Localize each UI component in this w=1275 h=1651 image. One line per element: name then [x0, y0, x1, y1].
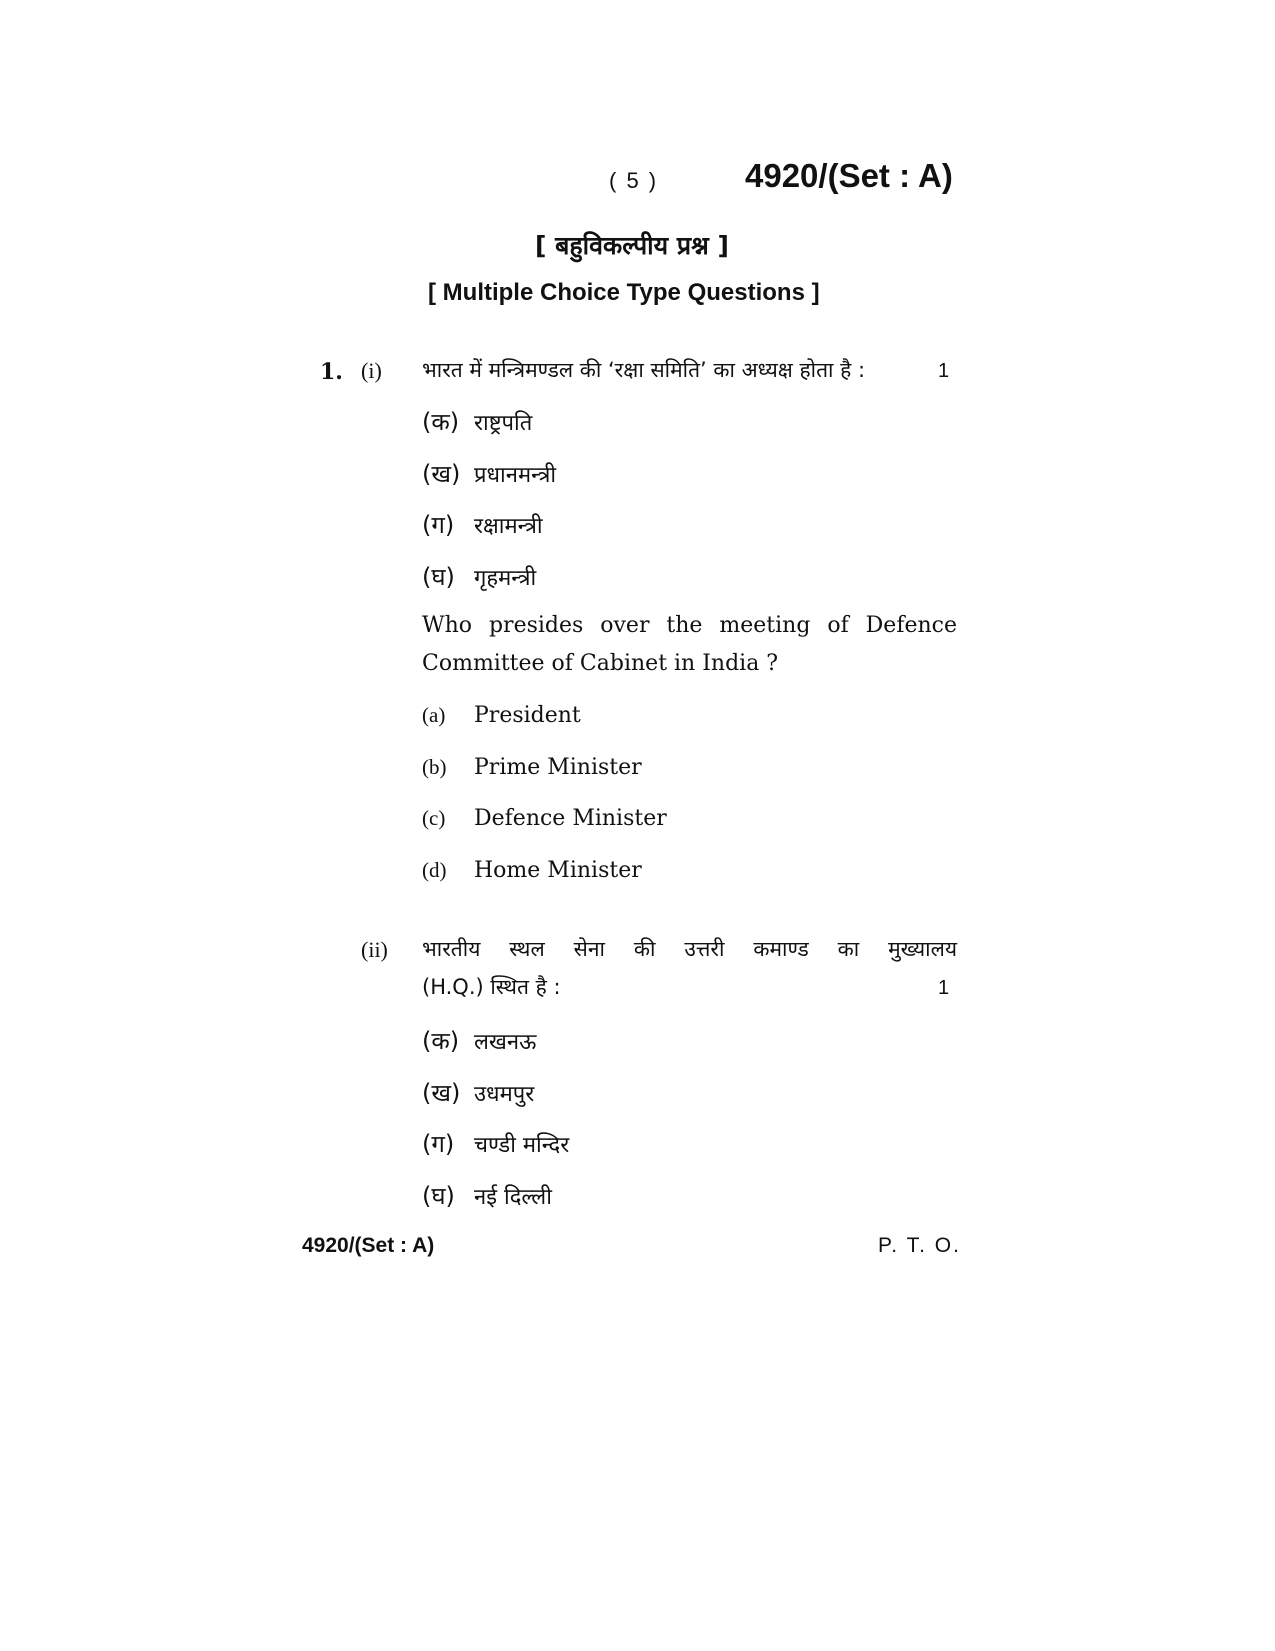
sub-question-label-ii: (ii)	[361, 937, 388, 962]
option-text: गृहमन्त्री	[474, 566, 537, 591]
page-number: ( 5 )	[609, 168, 659, 193]
option-i-d	[422, 858, 642, 883]
option-i-c	[422, 806, 667, 831]
question-i-english-line1: Who presides over the meeting of Defence	[422, 613, 957, 638]
question-ii-hindi-line2: (H.Q.) स्थित है :	[422, 975, 561, 999]
option-text: Prime Minister	[474, 755, 642, 780]
question-i-hindi-text: भारत में मन्त्रिमण्डल की ‘रक्षा समिति’ का अध्यक्ष होता है :	[422, 358, 866, 382]
option-i-a	[422, 703, 581, 728]
option-label: (c)	[422, 806, 446, 830]
option-label: (घ)	[422, 563, 455, 591]
paper-code-header: 4920/(Set : A)	[745, 157, 953, 194]
option-text: Home Minister	[474, 858, 642, 883]
option-i-kha	[422, 457, 556, 490]
option-ii-ga	[422, 1127, 569, 1160]
option-label: (ग)	[422, 511, 455, 539]
question-i-english-line2: Committee of Cabinet in India ?	[422, 651, 779, 676]
option-ii-ka	[422, 1024, 536, 1057]
option-label: (क)	[422, 1027, 460, 1055]
option-text: President	[474, 703, 581, 728]
option-label: (ख)	[422, 460, 461, 488]
option-ii-gha	[422, 1179, 552, 1212]
section-title-hindi: [ बहुविकल्पीय प्रश्न ]	[535, 231, 729, 260]
question-number: 1.	[320, 359, 343, 385]
option-label: (a)	[422, 703, 446, 727]
option-label: (ख)	[422, 1079, 461, 1107]
option-label: (d)	[422, 858, 447, 882]
option-i-b	[422, 755, 642, 780]
question-ii-marks: 1	[938, 977, 950, 999]
option-text: लखनऊ	[474, 1030, 537, 1055]
option-i-gha	[422, 560, 536, 593]
option-label: (घ)	[422, 1182, 455, 1210]
pto-label: P. T. O.	[878, 1234, 961, 1257]
option-label: (b)	[422, 755, 447, 779]
option-text: चण्डी मन्दिर	[474, 1133, 570, 1158]
option-i-ga	[422, 508, 543, 541]
option-text: रक्षामन्त्री	[474, 514, 543, 539]
sub-question-label-i: (i)	[361, 358, 382, 383]
option-label: (ग)	[422, 1130, 455, 1158]
option-i-ka	[422, 405, 532, 438]
option-text: नई दिल्ली	[474, 1185, 552, 1210]
question-ii-hindi-line1: भारतीय स्थल सेना की उत्तरी कमाण्ड का मुख्यालय	[422, 937, 957, 961]
option-label: (क)	[422, 408, 460, 436]
option-text: उधमपुर	[474, 1082, 535, 1107]
option-text: प्रधानमन्त्री	[474, 463, 557, 488]
question-i-marks: 1	[938, 360, 950, 382]
option-text: राष्ट्रपति	[474, 411, 533, 436]
option-text: Defence Minister	[474, 806, 667, 831]
option-ii-kha	[422, 1076, 534, 1109]
paper-code-footer: 4920/(Set : A)	[302, 1234, 435, 1257]
section-title-english: [ Multiple Choice Type Questions ]	[428, 279, 820, 306]
